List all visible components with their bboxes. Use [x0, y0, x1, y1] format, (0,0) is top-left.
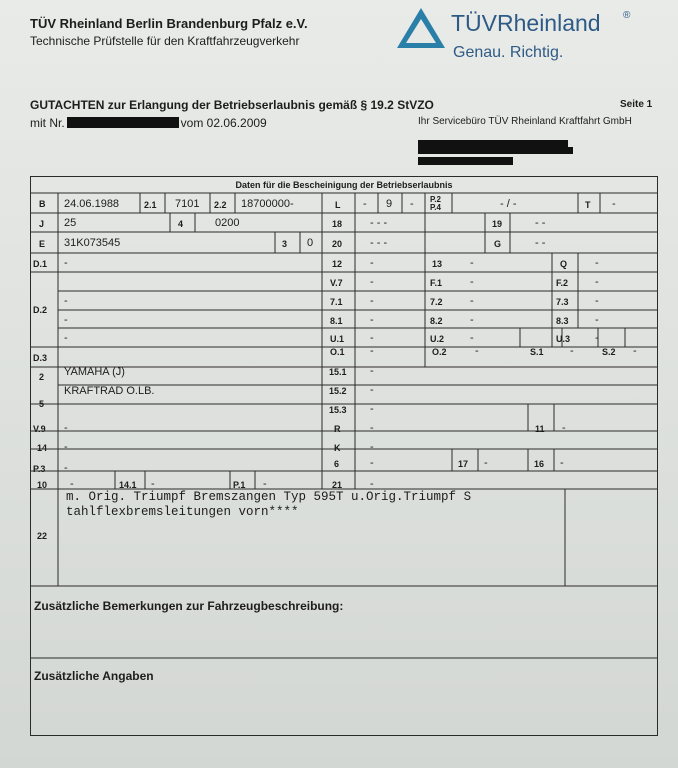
field-d2-line1: -	[64, 295, 68, 307]
service-office: Ihr Servicebüro TÜV Rheinland Kraftfahrt GmbH	[418, 116, 632, 127]
field-21: -	[370, 478, 374, 490]
field-t: -	[612, 198, 616, 210]
field-label-15-3: 15.3	[329, 405, 347, 415]
field-14-1: -	[151, 478, 155, 490]
form-heading: Daten für die Bescheinigung der Betriebserlaubnis	[235, 180, 453, 190]
field-15-2: -	[370, 384, 374, 396]
field-12: -	[370, 257, 374, 269]
field-v9: -	[64, 422, 68, 434]
field-label-7-3: 7.3	[556, 297, 569, 307]
ref-prefix: mit Nr.	[30, 116, 65, 130]
field-label-13: 13	[432, 259, 443, 269]
field-14: -	[64, 441, 68, 453]
field-label-17: 17	[458, 459, 469, 469]
field-label-l: L	[335, 200, 341, 210]
field-8-1: -	[370, 314, 374, 326]
field-label-p4: P.4	[430, 203, 441, 212]
field-j: 25	[64, 217, 77, 229]
data-form	[30, 176, 658, 736]
field-label-16: 16	[534, 459, 545, 469]
field-8-3: -	[595, 314, 599, 326]
field-4: 0200	[215, 217, 240, 229]
field-label-b: B	[39, 199, 46, 209]
field-7-1: -	[370, 295, 374, 307]
field-label-k: K	[334, 443, 341, 453]
field-r: -	[370, 422, 374, 434]
field-label-11: 11	[535, 424, 545, 434]
field-label-15-1: 15.1	[329, 367, 347, 377]
field-label-8-1: 8.1	[330, 316, 343, 326]
logo-brand: TÜVRheinland	[451, 10, 601, 36]
field-label-g: G	[494, 239, 502, 249]
field-5-vehicle-type: KRAFTRAD O.LB.	[64, 385, 155, 397]
document-title: GUTACHTEN zur Erlangung der Betriebserlaubnis gemäß § 19.2 StVZO	[30, 98, 434, 112]
field-label-3: 3	[282, 239, 288, 249]
field-label-2-2: 2.2	[214, 200, 227, 210]
page-number: Seite 1	[620, 99, 653, 110]
field-p2-p4: - / -	[500, 198, 517, 210]
field-18: - - -	[370, 217, 388, 229]
field-label-7-1: 7.1	[330, 297, 343, 307]
field-label-14: 14	[37, 443, 48, 453]
field-label-5: 5	[39, 399, 45, 409]
field-label-21: 21	[332, 480, 343, 490]
field-19: - -	[535, 217, 546, 229]
field-label-6: 6	[334, 459, 340, 469]
field-label-2-1: 2.1	[144, 200, 157, 210]
field-s2: -	[633, 345, 637, 357]
field-label-7-2: 7.2	[430, 297, 443, 307]
field-3: 0	[307, 237, 314, 249]
field-9: 9	[386, 198, 393, 210]
field-f1: -	[470, 276, 474, 288]
field-15-3: -	[370, 403, 374, 415]
field-u3: -	[595, 332, 599, 344]
field-label-20: 20	[332, 239, 343, 249]
field-7-2: -	[470, 295, 474, 307]
field-label-f2: F.2	[556, 278, 569, 288]
field-8-2: -	[470, 314, 474, 326]
field-label-d1: D.1	[33, 259, 48, 269]
field-o1: -	[370, 345, 374, 357]
ref-date: vom 02.06.2009	[180, 116, 267, 130]
additional-info-label: Zusätzliche Angaben	[34, 669, 154, 683]
field-label-v9: V.9	[33, 424, 46, 434]
field-16: -	[560, 457, 564, 469]
field-11: -	[562, 422, 566, 434]
field-label-d3: D.3	[33, 353, 48, 363]
field-label-12: 12	[332, 259, 343, 269]
field-label-4: 4	[178, 219, 184, 229]
field-label-o2: O.2	[432, 347, 447, 357]
field-label-t: T	[585, 200, 591, 210]
field-u2: -	[470, 332, 474, 344]
field-e: 31K073545	[64, 237, 121, 249]
field-d2-line3: -	[64, 332, 68, 344]
field-l: -	[363, 198, 367, 210]
field-s1: -	[570, 345, 574, 357]
field-p3: -	[64, 462, 68, 474]
logo-tagline: Genau. Richtig.	[453, 44, 564, 61]
field-k: -	[370, 441, 374, 453]
org-name: TÜV Rheinland Berlin Brandenburg Pfalz e.V.	[30, 16, 308, 31]
field-2-1: 7101	[175, 198, 200, 210]
field-label-2: 2	[39, 372, 45, 382]
field-label-d2: D.2	[33, 305, 48, 315]
field-p1: -	[263, 478, 267, 490]
field-13: -	[470, 257, 474, 269]
redaction-bar	[67, 117, 179, 128]
field-label-o1: O.1	[330, 347, 345, 357]
triangle-logo-icon	[395, 6, 447, 50]
field-20: - - -	[370, 237, 388, 249]
redaction-bar	[418, 157, 513, 165]
field-label-p1: P.1	[233, 480, 246, 490]
field-label-18: 18	[332, 219, 343, 229]
field-label-10: 10	[37, 480, 48, 490]
field-label-14-1: 14.1	[119, 480, 137, 490]
field-u1: -	[370, 332, 374, 344]
field-label-19: 19	[492, 219, 503, 229]
field-10: -	[70, 478, 74, 490]
field-17: -	[484, 457, 488, 469]
field-label-p2: P.2	[430, 195, 441, 204]
field-v7: -	[370, 276, 374, 288]
field-d2-line2: -	[64, 314, 68, 326]
field-label-v7: V.7	[330, 278, 343, 288]
field-g: - -	[535, 237, 546, 249]
field-label-u3: U.3	[556, 334, 571, 344]
field-label-j: J	[39, 219, 45, 229]
field-o2: -	[475, 345, 479, 357]
field-2-2: 18700000-	[241, 198, 294, 210]
field-15-1: -	[370, 365, 374, 377]
field-label-u2: U.2	[430, 334, 445, 344]
field-6: -	[370, 457, 374, 469]
additional-remarks-label: Zusätzliche Bemerkungen zur Fahrzeugbeschreibung:	[34, 599, 344, 613]
field-label-p3: P.3	[33, 464, 46, 474]
tuv-logo	[395, 6, 645, 66]
field-9-dash: -	[410, 198, 414, 210]
reference-line	[30, 116, 267, 130]
field-label-u1: U.1	[330, 334, 345, 344]
field-7-3: -	[595, 295, 599, 307]
field-22-remarks: m. Orig. Triumpf Bremszangen Typ 595T u.Orig.Triumpf S tahlflexbremsleitungen vorn****	[66, 490, 472, 519]
field-label-8-2: 8.2	[430, 316, 443, 326]
issuer-block	[30, 16, 308, 48]
field-label-22: 22	[37, 531, 48, 541]
field-q: -	[595, 257, 599, 269]
field-label-s1: S.1	[530, 347, 544, 357]
field-label-f1: F.1	[430, 278, 443, 288]
org-subtitle: Technische Prüfstelle für den Kraftfahrzeugverkehr	[30, 34, 300, 48]
field-d1: -	[64, 257, 68, 269]
field-label-r: R	[334, 424, 341, 434]
field-label-s2: S.2	[602, 347, 616, 357]
redaction-bar	[418, 147, 573, 154]
field-f2: -	[595, 276, 599, 288]
field-2-manufacturer: YAMAHA (J)	[64, 366, 125, 378]
logo-registered-mark: ®	[623, 10, 631, 21]
field-label-e: E	[39, 239, 46, 249]
field-label-15-2: 15.2	[329, 386, 347, 396]
field-b-date: 24.06.1988	[64, 198, 120, 210]
field-label-q: Q	[560, 259, 568, 269]
field-label-8-3: 8.3	[556, 316, 569, 326]
